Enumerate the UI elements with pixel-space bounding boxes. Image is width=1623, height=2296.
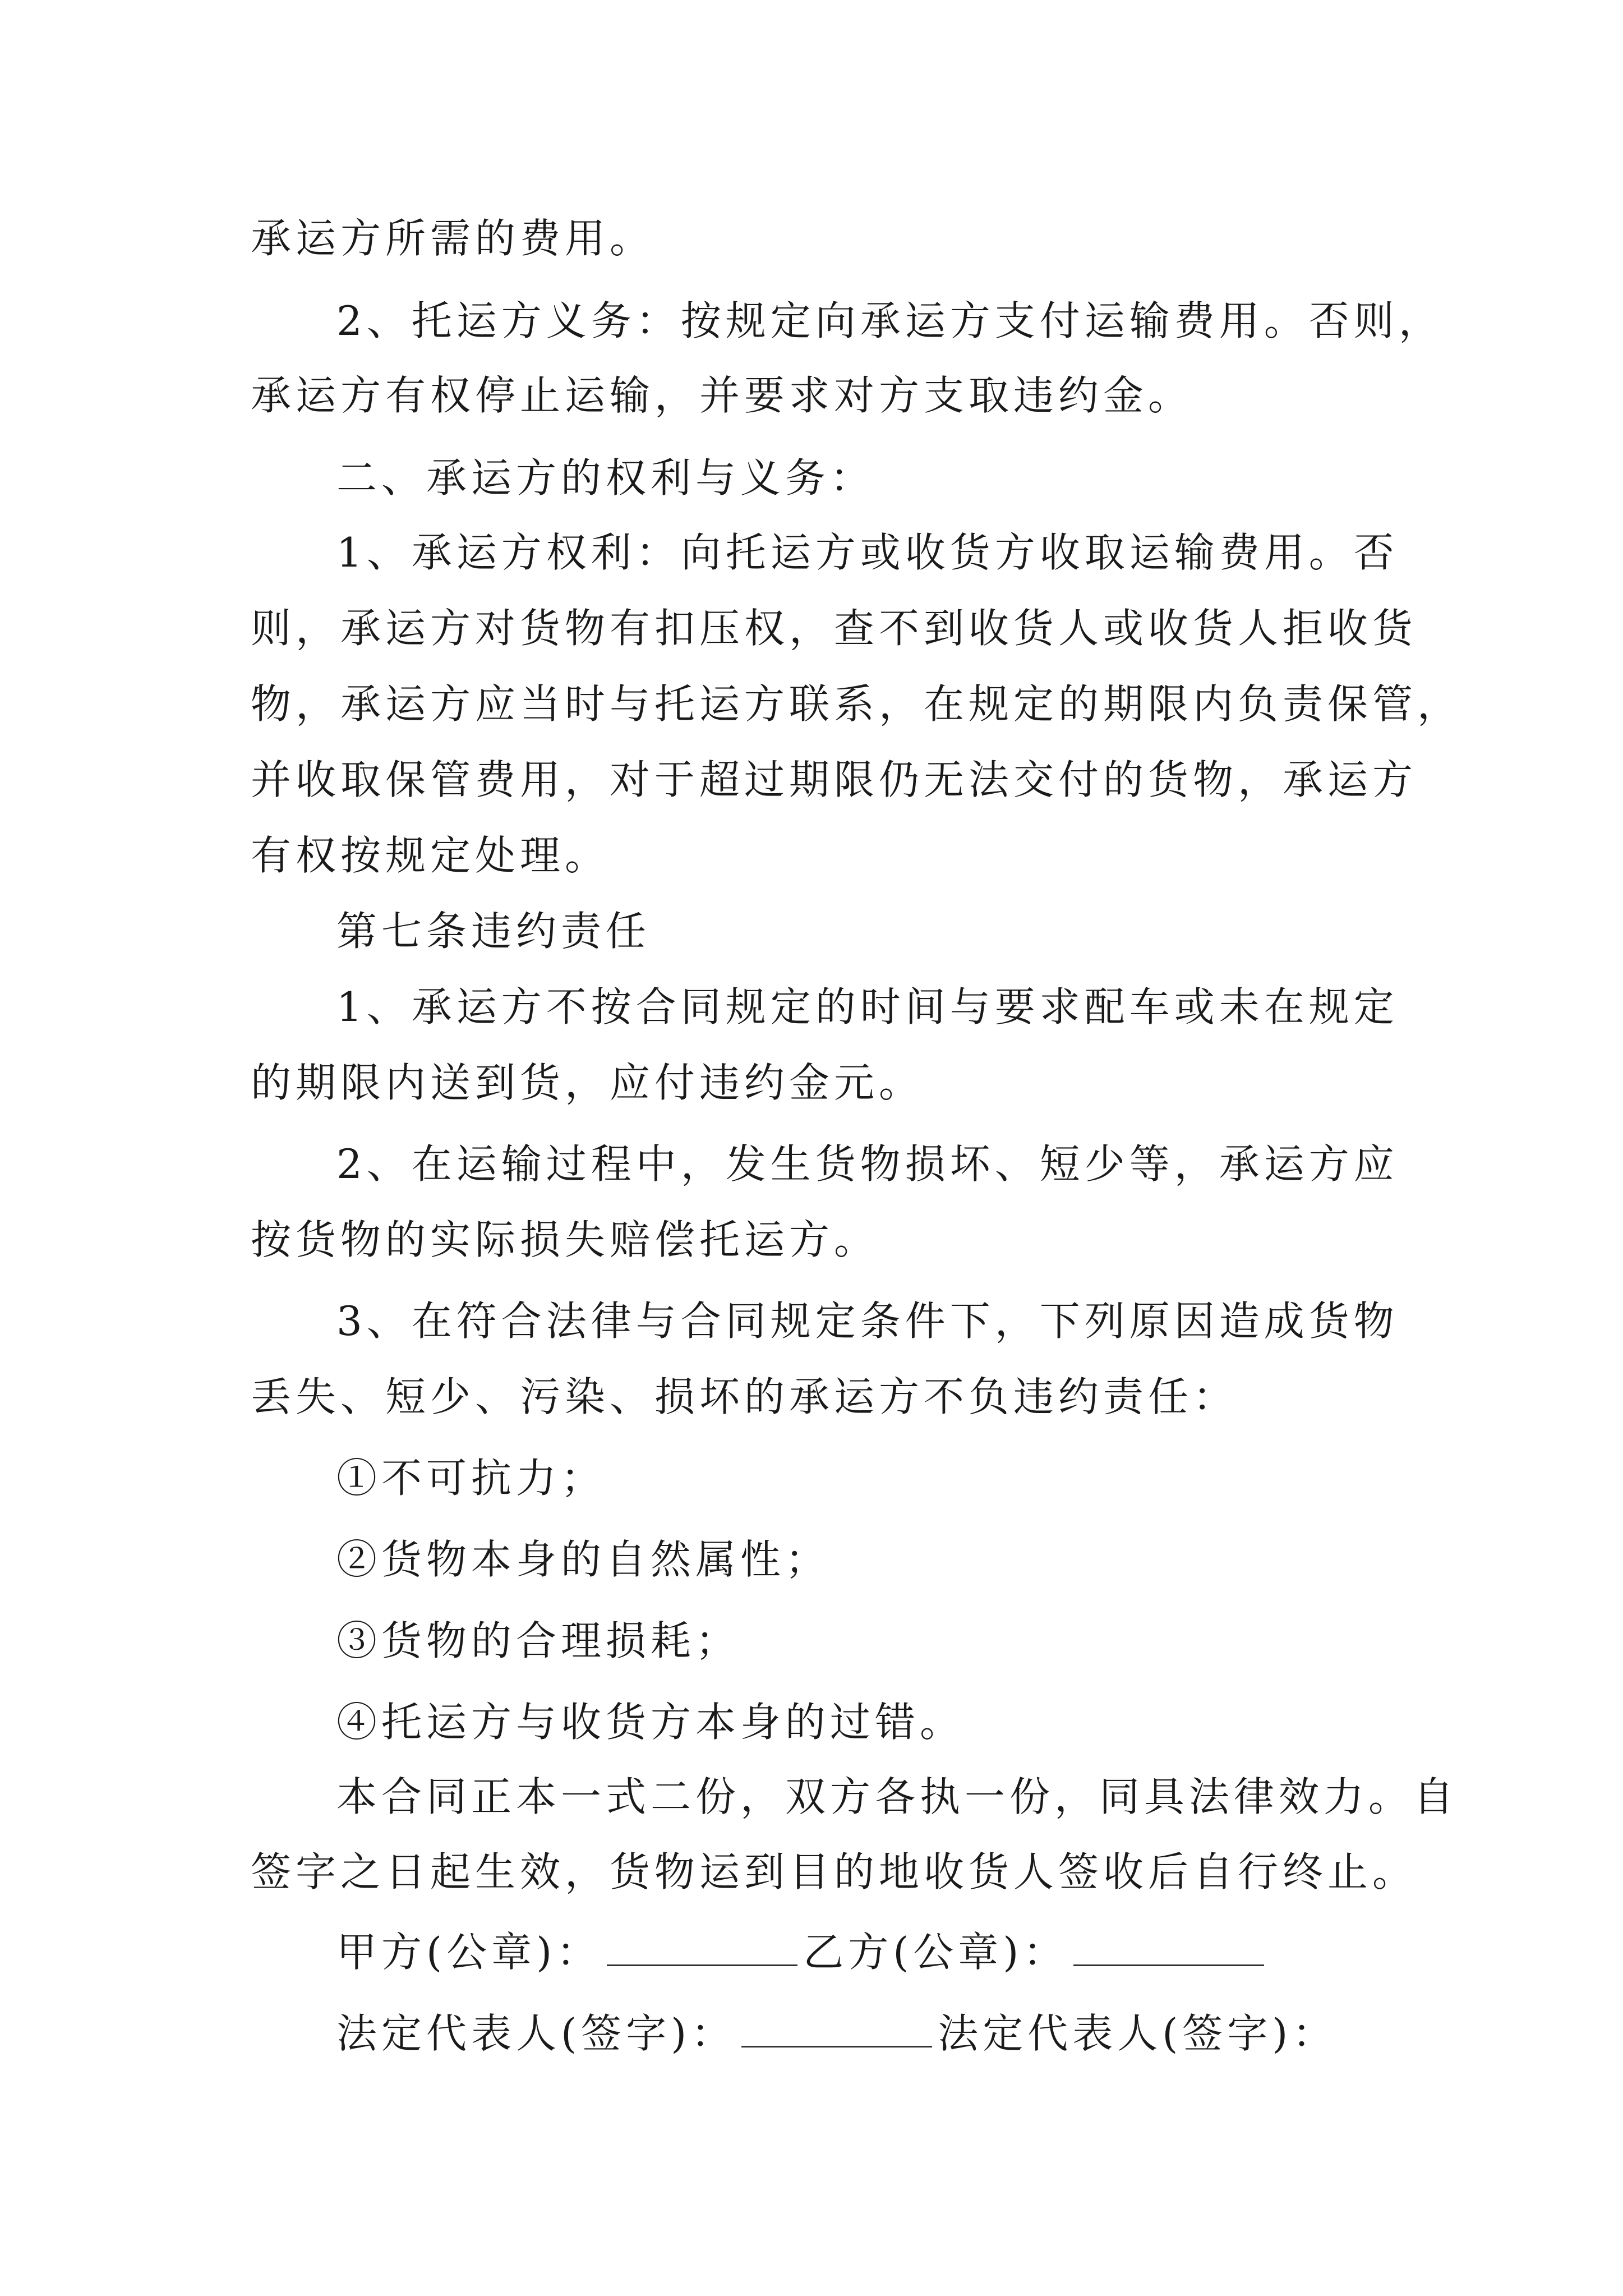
paragraph-line: 2、在运输过程中，发生货物损坏、短少等，承运方应: [336, 1140, 1399, 1188]
list-item: ②货物本身的自然属性；: [336, 1536, 831, 1583]
paragraph-line: 有权按规定处理。: [251, 832, 610, 879]
paragraph-line: 3、在符合法律与合同规定条件下，下列原因造成货物: [336, 1297, 1399, 1345]
rep-a-label: 法定代表人(签字)：: [336, 2010, 736, 2057]
list-item: ④托运方与收货方本身的过错。: [336, 1699, 965, 1746]
list-item: ③货物的合理损耗；: [336, 1617, 741, 1664]
paragraph-line: 则，承运方对货物有扣压权，查不到收货人或收货人拒收货: [251, 605, 1418, 652]
seal-line: [336, 1921, 1270, 1983]
paragraph-line: 丢失、短少、污染、损坏的承运方不负违约责任：: [251, 1373, 1238, 1420]
paragraph-line: 1、承运方权利：向托运方或收货方收取运输费用。否: [336, 529, 1399, 576]
article-heading: 第七条违约责任: [336, 908, 651, 955]
paragraph-line: 按货物的实际损失赔偿托运方。: [251, 1216, 879, 1263]
paragraph-line: 承运方所需的费用。: [251, 215, 655, 262]
party-b-seal-blank: [1073, 1933, 1264, 1966]
party-a-seal-label: 甲方(公章)：: [336, 1929, 602, 1976]
paragraph-line: 的期限内送到货，应付违约金元。: [251, 1059, 924, 1106]
paragraph-line: 2、托运方义务：按规定向承运方支付运输费用。否则，: [336, 297, 1444, 344]
paragraph-line: 物，承运方应当时与托运方联系，在规定的期限内负责保管，: [251, 680, 1463, 728]
party-a-seal-blank: [607, 1933, 797, 1966]
paragraph-line: 1、承运方不按合同规定的时间与要求配车或未在规定: [336, 983, 1399, 1030]
paragraph-line: 本合同正本一式二份，双方各执一份，同具法律效力。自: [336, 1773, 1459, 1820]
party-b-seal-label: 乙方(公章)：: [803, 1929, 1068, 1976]
section-heading: 二、承运方的权利与义务：: [336, 454, 875, 501]
rep-a-blank: [741, 2014, 932, 2047]
paragraph-line: 签字之日起生效，货物运到目的地收货人签收后自行终止。: [251, 1848, 1418, 1895]
list-item: ①不可抗力；: [336, 1455, 606, 1502]
paragraph-line: 并收取保管费用，对于超过期限仍无法交付的货物，承运方: [251, 756, 1418, 803]
paragraph-line: 承运方有权停止运输，并要求对方支取违约金。: [251, 372, 1193, 419]
representative-line: [336, 2003, 1337, 2064]
rep-b-label: 法定代表人(签字)：: [938, 2010, 1338, 2057]
